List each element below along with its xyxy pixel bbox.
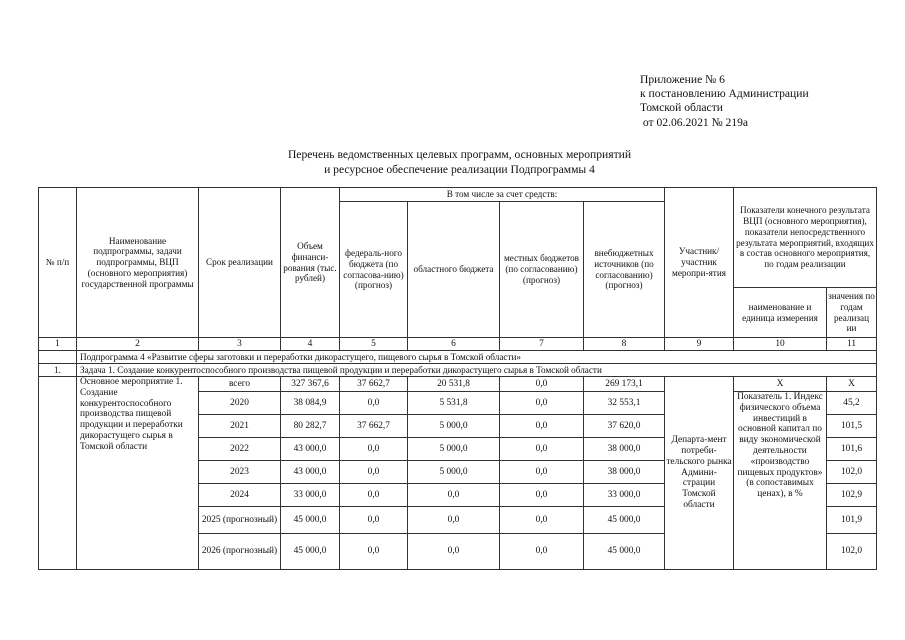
regional-cell: 0,0 bbox=[408, 507, 500, 534]
local-cell: 0,0 bbox=[500, 377, 584, 392]
participant-cell: Департа-мент потреби-тельского рынка Админи-страции Томской области bbox=[665, 377, 734, 570]
extra-cell: 38 000,0 bbox=[584, 438, 665, 461]
period-cell: 2025 (прогнозный) bbox=[199, 507, 281, 534]
header-indicator-name: наименование и единица измерения bbox=[734, 288, 827, 338]
column-number: 6 bbox=[408, 338, 500, 351]
local-cell: 0,0 bbox=[500, 438, 584, 461]
local-cell: 0,0 bbox=[500, 534, 584, 570]
column-number: 3 bbox=[199, 338, 281, 351]
measure-number bbox=[39, 377, 77, 570]
value-cell: 101,6 bbox=[827, 438, 877, 461]
header-federal: федераль-ного бюджета (по согласова-нию) (прогноз) bbox=[340, 202, 408, 338]
period-cell: 2026 (прогнозный) bbox=[199, 534, 281, 570]
task-number: 1. bbox=[39, 364, 77, 377]
column-number: 1 bbox=[39, 338, 77, 351]
period-cell: 2020 bbox=[199, 392, 281, 415]
column-number: 8 bbox=[584, 338, 665, 351]
extra-cell: 32 553,1 bbox=[584, 392, 665, 415]
column-number: 2 bbox=[77, 338, 199, 351]
extra-cell: 45 000,0 bbox=[584, 534, 665, 570]
column-number: 10 bbox=[734, 338, 827, 351]
regional-cell: 5 000,0 bbox=[408, 461, 500, 484]
indicator-total-marker: Х bbox=[734, 377, 827, 392]
header-number: № п/п bbox=[39, 188, 77, 338]
header-regional: областного бюджета bbox=[408, 202, 500, 338]
value-cell: Х bbox=[827, 377, 877, 392]
period-cell: всего bbox=[199, 377, 281, 392]
value-cell: 102,0 bbox=[827, 534, 877, 570]
local-cell: 0,0 bbox=[500, 507, 584, 534]
column-number: 4 bbox=[281, 338, 340, 351]
program-table bbox=[38, 187, 877, 570]
total-cell: 45 000,0 bbox=[281, 507, 340, 534]
regional-cell: 0,0 bbox=[408, 484, 500, 507]
header-local: местных бюджетов (по согласованию) (прогноз) bbox=[500, 202, 584, 338]
value-cell: 102,9 bbox=[827, 484, 877, 507]
local-cell: 0,0 bbox=[500, 415, 584, 438]
period-cell: 2023 bbox=[199, 461, 281, 484]
appendix-line: от 02.06.2021 № 219а bbox=[640, 115, 749, 129]
header-participant: Участник/ участник меропри-ятия bbox=[665, 188, 734, 338]
header-indicator-value: значения по годам реализац ии bbox=[827, 288, 877, 338]
local-cell: 0,0 bbox=[500, 461, 584, 484]
title-line-2: и ресурсное обеспечение реализации Подпрограммы 4 bbox=[324, 162, 595, 176]
total-cell: 43 000,0 bbox=[281, 438, 340, 461]
column-number: 9 bbox=[665, 338, 734, 351]
header-name: Наименование подпрограммы, задачи подпрограммы, ВЦП (основного мероприятия) государственной программы bbox=[77, 188, 199, 338]
appendix-line: Приложение № 6 bbox=[640, 73, 725, 86]
period-cell: 2021 bbox=[199, 415, 281, 438]
federal-cell: 0,0 bbox=[340, 461, 408, 484]
federal-cell: 37 662,7 bbox=[340, 377, 408, 392]
extra-cell: 33 000,0 bbox=[584, 484, 665, 507]
total-cell: 80 282,7 bbox=[281, 415, 340, 438]
appendix-block bbox=[640, 73, 809, 130]
federal-cell: 0,0 bbox=[340, 392, 408, 415]
federal-cell: 0,0 bbox=[340, 507, 408, 534]
header-indicators-group: Показатели конечного результата ВЦП (основного мероприятия), показатели непосредственного результата мероприятий, входящих в состав основного мероприятия, по годам реализации bbox=[734, 188, 877, 288]
total-cell: 45 000,0 bbox=[281, 534, 340, 570]
extra-cell: 45 000,0 bbox=[584, 507, 665, 534]
regional-cell: 5 000,0 bbox=[408, 415, 500, 438]
total-cell: 33 000,0 bbox=[281, 484, 340, 507]
value-cell: 101,5 bbox=[827, 415, 877, 438]
subprogram-number bbox=[39, 351, 77, 364]
column-number: 7 bbox=[500, 338, 584, 351]
appendix-line: Томской области bbox=[640, 101, 723, 115]
federal-cell: 0,0 bbox=[340, 534, 408, 570]
header-funding-group: В том числе за счет средств: bbox=[340, 188, 665, 202]
federal-cell: 0,0 bbox=[340, 484, 408, 507]
document-title bbox=[0, 148, 905, 177]
table-row bbox=[39, 377, 877, 392]
measure-name: Основное мероприятие 1. Создание конкурентоспособного производства пищевой продукции и переработки дикорастущего сырья в Томской области bbox=[77, 377, 199, 570]
subprogram-row: Подпрограмма 4 «Развитие сферы заготовки и переработки дикорастущего, пищевого сырья в Томской области» bbox=[77, 351, 877, 364]
value-cell: 45,2 bbox=[827, 392, 877, 415]
title-line-1: Перечень ведомственных целевых программ, основных мероприятий bbox=[287, 148, 632, 161]
federal-cell: 37 662,7 bbox=[340, 415, 408, 438]
period-cell: 2022 bbox=[199, 438, 281, 461]
regional-cell: 20 531,8 bbox=[408, 377, 500, 392]
regional-cell: 5 531,8 bbox=[408, 392, 500, 415]
extra-cell: 38 000,0 bbox=[584, 461, 665, 484]
header-total: Объем финанси-рования (тыс. рублей) bbox=[281, 188, 340, 338]
appendix-line: к постановлению Администрации bbox=[640, 87, 809, 101]
column-number: 5 bbox=[340, 338, 408, 351]
indicator-name: Показатель 1. Индекс физического объема инвестиций в основной капитал по виду экономической деятельности «производство пищевых продуктов» (в сопоставимых ценах), в % bbox=[734, 392, 827, 570]
column-number: 11 bbox=[827, 338, 877, 351]
header-extra: внебюджетных источников (по согласованию) (прогноз) bbox=[584, 202, 665, 338]
total-cell: 38 084,9 bbox=[281, 392, 340, 415]
header-period: Срок реализации bbox=[199, 188, 281, 338]
period-cell: 2024 bbox=[199, 484, 281, 507]
total-cell: 327 367,6 bbox=[281, 377, 340, 392]
regional-cell: 0,0 bbox=[408, 534, 500, 570]
extra-cell: 269 173,1 bbox=[584, 377, 665, 392]
extra-cell: 37 620,0 bbox=[584, 415, 665, 438]
task-row: Задача 1. Создание конкурентоспособного производства пищевой продукции и переработки дикорастущего сырья в Томской области bbox=[77, 364, 877, 377]
value-cell: 101,9 bbox=[827, 507, 877, 534]
total-cell: 43 000,0 bbox=[281, 461, 340, 484]
local-cell: 0,0 bbox=[500, 392, 584, 415]
value-cell: 102,0 bbox=[827, 461, 877, 484]
local-cell: 0,0 bbox=[500, 484, 584, 507]
federal-cell: 0,0 bbox=[340, 438, 408, 461]
regional-cell: 5 000,0 bbox=[408, 438, 500, 461]
